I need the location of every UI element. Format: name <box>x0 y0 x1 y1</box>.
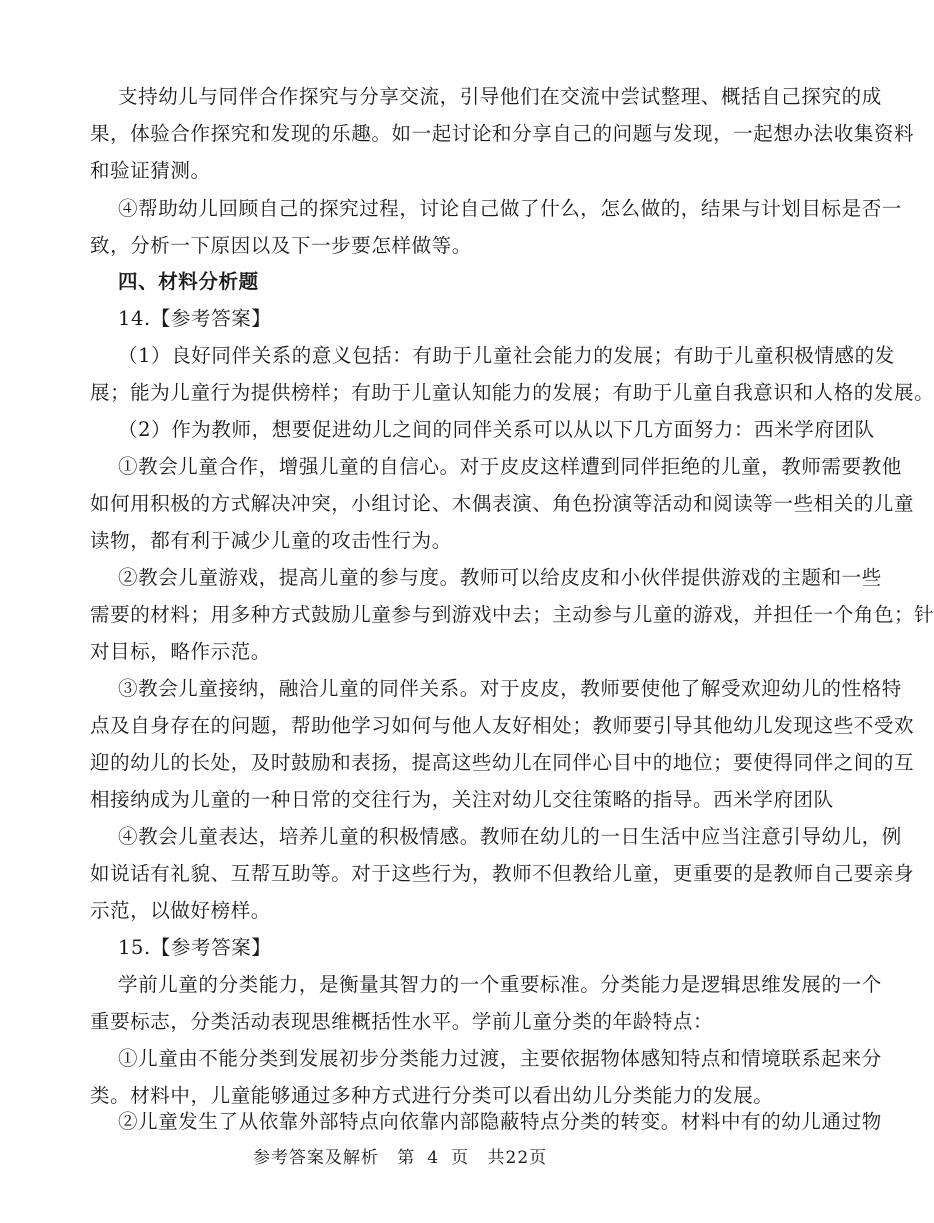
text-line: 读物，都有利于减少儿童的攻击性行为。 <box>90 529 452 552</box>
question-heading: 15.【参考答案】 <box>118 936 272 959</box>
text-line: 致，分析一下原因以及下一步要怎样做等。 <box>90 234 472 257</box>
text-line: ②儿童发生了从依靠外部特点向依靠内部隐蔽特点分类的转变。材料中有的幼儿通过物 <box>118 1110 882 1133</box>
text-line: 和验证猜测。 <box>90 159 211 182</box>
text-line: 需要的材料；用多种方式鼓励儿童参与到游戏中去；主动参与儿童的游戏，并担任一个角色；针 <box>90 603 934 626</box>
text-line: ③教会儿童接纳，融洽儿童的同伴关系。对于皮皮，教师要使他了解受欢迎幼儿的性格特 <box>118 677 902 700</box>
text-line: 相接纳成为儿童的一种日常的交往行为，关注对幼儿交往策略的指导。西米学府团队 <box>90 788 834 811</box>
text-line: 对目标，略作示范。 <box>90 640 271 663</box>
text-line: ①儿童由不能分类到发展初步分类能力过渡，主要依据物体感知特点和情境联系起来分 <box>118 1047 882 1070</box>
text-line: 类。材料中，儿童能够通过多种方式进行分类可以看出幼儿分类能力的发展。 <box>90 1084 774 1107</box>
text-line: （2）作为教师，想要促进幼儿之间的同伴关系可以从以下几方面努力：西米学府团队 <box>118 418 875 441</box>
footer-page-prefix: 第 <box>397 1148 416 1168</box>
text-line: 如说话有礼貌、互帮互助等。对于这些行为，教师不但教给儿童，更重要的是教师自己要亲身 <box>90 862 915 885</box>
text-line: ②教会儿童游戏，提高儿童的参与度。教师可以给皮皮和小伙伴提供游戏的主题和一些 <box>118 566 882 589</box>
text-line: 示范，以做好榜样。 <box>90 899 271 922</box>
text-line: 学前儿童的分类能力，是衡量其智力的一个重要标准。分类能力是逻辑思维发展的一个 <box>118 973 882 996</box>
question-heading: 14.【参考答案】 <box>118 307 272 330</box>
footer-page-number: 4 <box>427 1148 440 1168</box>
text-line: （1）良好同伴关系的意义包括：有助于儿童社会能力的发展；有助于儿童积极情感的发 <box>118 344 895 367</box>
footer-label: 参考答案及解析 <box>252 1148 379 1168</box>
text-line: ①教会儿童合作，增强儿童的自信心。对于皮皮这样遭到同伴拒绝的儿童，教师需要教他 <box>118 455 902 478</box>
text-line: ④帮助幼儿回顾自己的探究过程，讨论自己做了什么，怎么做的，结果与计划目标是否一 <box>118 197 902 220</box>
footer-page-suffix: 页 <box>451 1148 470 1168</box>
text-line: 如何用积极的方式解决冲突，小组讨论、木偶表演、角色扮演等活动和阅读等一些相关的儿童 <box>90 492 915 515</box>
text-line: 果，体验合作探究和发现的乐趣。如一起讨论和分享自己的问题与发现，一起想办法收集资料 <box>90 122 915 145</box>
footer-total: 共22页 <box>487 1148 548 1168</box>
text-line: 迎的幼儿的长处，及时鼓励和表扬，提高这些幼儿在同伴心目中的地位；要使得同伴之间的互 <box>90 751 915 774</box>
page-footer <box>0 1143 800 1168</box>
text-line: 点及自身存在的问题，帮助他学习如何与他人友好相处；教师要引导其他幼儿发现这些不受欢 <box>90 714 915 737</box>
text-line: 重要标志，分类活动表现思维概括性水平。学前儿童分类的年龄特点： <box>90 1010 714 1033</box>
section-heading: 四、材料分析题 <box>118 270 259 293</box>
text-line: ④教会儿童表达，培养儿童的积极情感。教师在幼儿的一日生活中应当注意引导幼儿，例 <box>118 825 902 848</box>
text-line: 支持幼儿与同伴合作探究与分享交流，引导他们在交流中尝试整理、概括自己探究的成 <box>118 85 882 108</box>
text-line: 展；能为儿童行为提供榜样；有助于儿童认知能力的发展；有助于儿童自我意识和人格的发展。 <box>90 381 934 404</box>
